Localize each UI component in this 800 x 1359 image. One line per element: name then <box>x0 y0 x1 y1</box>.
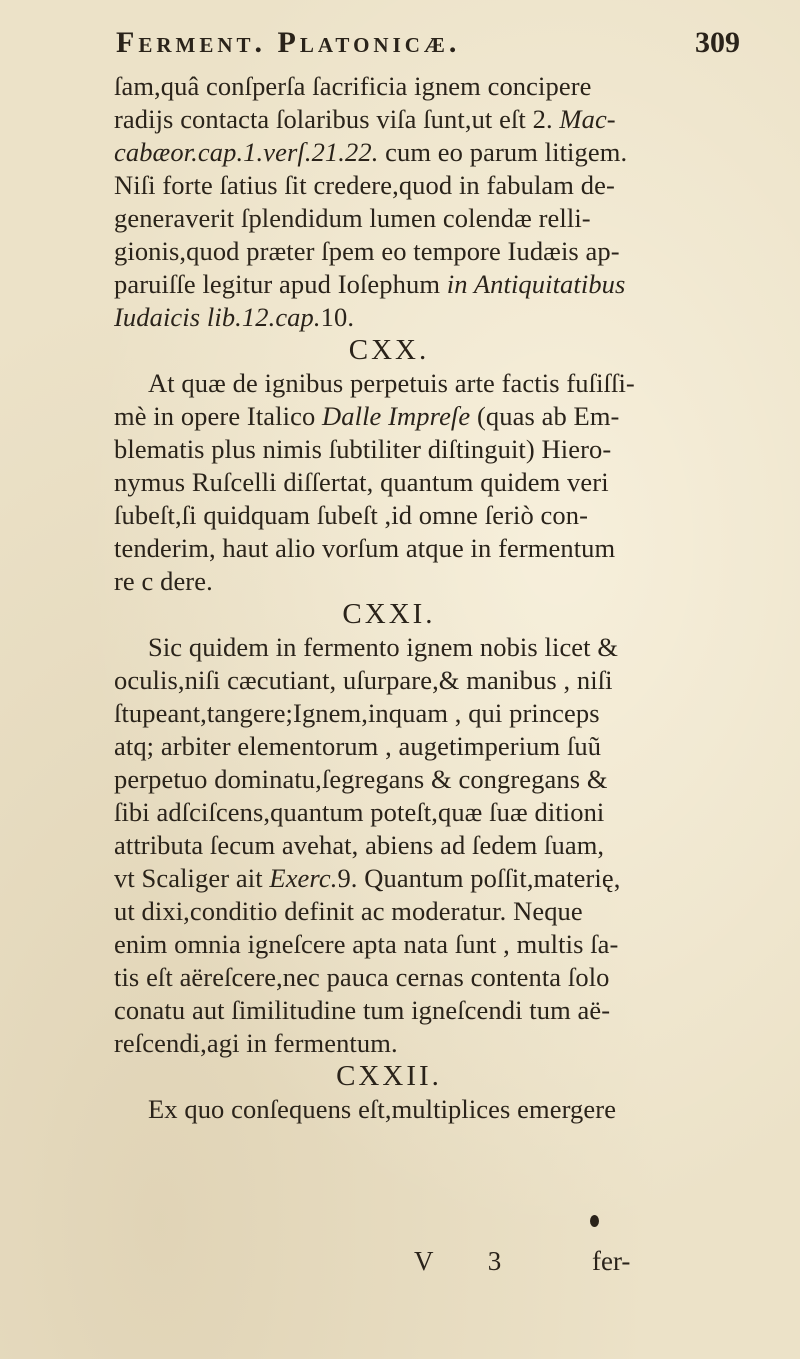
line-text: paruiſſe legitur apud Ioſephum <box>114 269 447 299</box>
line-text: ſam,quâ conſperſa ſacrificia ignem concipere <box>114 71 592 101</box>
section-number: CXXII. <box>336 1060 442 1092</box>
text-line <box>114 697 634 730</box>
ink-spot <box>590 1215 599 1227</box>
text-line <box>114 1027 634 1060</box>
line-text: vt Scaliger ait <box>114 863 270 893</box>
line-text: attributa ſecum avehat, abiens ad ſedem ſuam, <box>114 830 605 860</box>
line-text: oculis,niſi cæcutiant, uſurpare,& manibus , niſi <box>114 665 613 695</box>
text-line <box>114 466 634 499</box>
catchword: fer- <box>592 1246 631 1276</box>
line-text: mè in opere Italico <box>114 401 323 431</box>
body-text <box>114 70 634 1126</box>
line-text: tis eſt aëreſcere,nec pauca cernas contenta ſolo <box>114 962 610 992</box>
line-text: reſcendi,agi in fermentum. <box>114 1028 398 1058</box>
line-text: tenderim, haut alio vorſum atque in fermentum <box>114 533 616 563</box>
text-line <box>114 367 634 400</box>
text-line <box>114 499 634 532</box>
text-line <box>114 532 634 565</box>
italic-reference: Dalle Impreſe <box>322 401 471 431</box>
text-line <box>114 994 634 1027</box>
text-line <box>114 763 634 796</box>
text-line <box>114 301 634 334</box>
italic-reference: cabæor.cap.1.verſ.21.22. <box>114 137 379 167</box>
line-text: gionis,quod præter ſpem eo tempore Iudæis ap- <box>114 236 620 266</box>
italic-reference: Iudaicis lib.12.cap. <box>114 302 321 332</box>
line-text: ſubeſt,ſi quidquam ſubeſt ,id omne ſeriò con- <box>114 500 589 530</box>
line-text: generaverit ſplendidum lumen colendæ relli- <box>114 203 591 233</box>
line-text: enim omnia igneſcere apta nata ſunt , multis ſa- <box>114 929 619 959</box>
text-line <box>114 235 634 268</box>
text-line <box>114 829 634 862</box>
text-line <box>114 268 634 301</box>
italic-reference: in Antiquitatibus <box>446 269 626 299</box>
text-line <box>114 169 634 202</box>
page-number: 309 <box>695 26 740 59</box>
text-line <box>114 400 634 433</box>
line-text: atq; arbiter elementorum , augetimperium ſuũ <box>114 731 602 761</box>
line-text: ut dixi,conditio definit ac moderatur. Neque <box>114 896 583 926</box>
line-text-tail: 9. Quantum poſſit,materię, <box>337 863 621 893</box>
page-header <box>60 22 740 66</box>
line-text: re c dere. <box>114 566 213 596</box>
italic-reference: Mac- <box>559 104 616 134</box>
text-line <box>114 433 634 466</box>
line-text: At quæ de ignibus perpetuis arte factis fuſiſſi- <box>148 368 635 398</box>
text-line <box>114 961 634 994</box>
line-text: ſibi adſciſcens,quantum poteſt,quæ ſuæ ditioni <box>114 797 605 827</box>
line-text: Niſi forte ſatius ſit credere,quod in fabulam de- <box>114 170 615 200</box>
line-text: blematis plus nimis ſubtiliter diſtinguit) Hiero- <box>114 434 612 464</box>
text-line <box>114 565 634 598</box>
text-line <box>114 136 634 169</box>
section-number: CXXI. <box>342 598 436 630</box>
italic-reference: Exerc. <box>269 863 338 893</box>
text-line <box>114 664 634 697</box>
running-title: Ferment. Platonicæ. <box>116 26 461 59</box>
page-footer <box>114 1246 674 1286</box>
line-text-tail: (quas ab Em- <box>470 401 620 431</box>
text-line <box>114 202 634 235</box>
line-text: 10. <box>320 302 355 332</box>
signature-mark: V 3 <box>414 1246 526 1276</box>
line-text: ſtupeant,tangere;Ignem,inquam , qui princeps <box>114 698 600 728</box>
text-line <box>114 103 634 136</box>
text-line <box>114 895 634 928</box>
text-line <box>114 796 634 829</box>
text-line <box>114 862 634 895</box>
section-number: CXX. <box>348 334 430 366</box>
text-line <box>114 730 634 763</box>
line-text: perpetuo dominatu,ſegregans & congregans & <box>114 764 608 794</box>
line-text: Ex quo conſequens eſt,multiplices emergere <box>148 1094 617 1124</box>
line-text: conatu aut ſimilitudine tum igneſcendi tum aë- <box>114 995 611 1025</box>
text-line <box>114 70 634 103</box>
text-line <box>114 1093 634 1126</box>
line-text: Sic quidem in fermento ignem nobis licet & <box>148 632 619 662</box>
text-line <box>114 631 634 664</box>
line-text: cum eo parum litigem. <box>378 137 628 167</box>
line-text: radijs contacta ſolaribus viſa ſunt,ut eſt 2. <box>114 104 560 134</box>
line-text: nymus Ruſcelli diſſertat, quantum quidem veri <box>114 467 609 497</box>
text-line <box>114 928 634 961</box>
